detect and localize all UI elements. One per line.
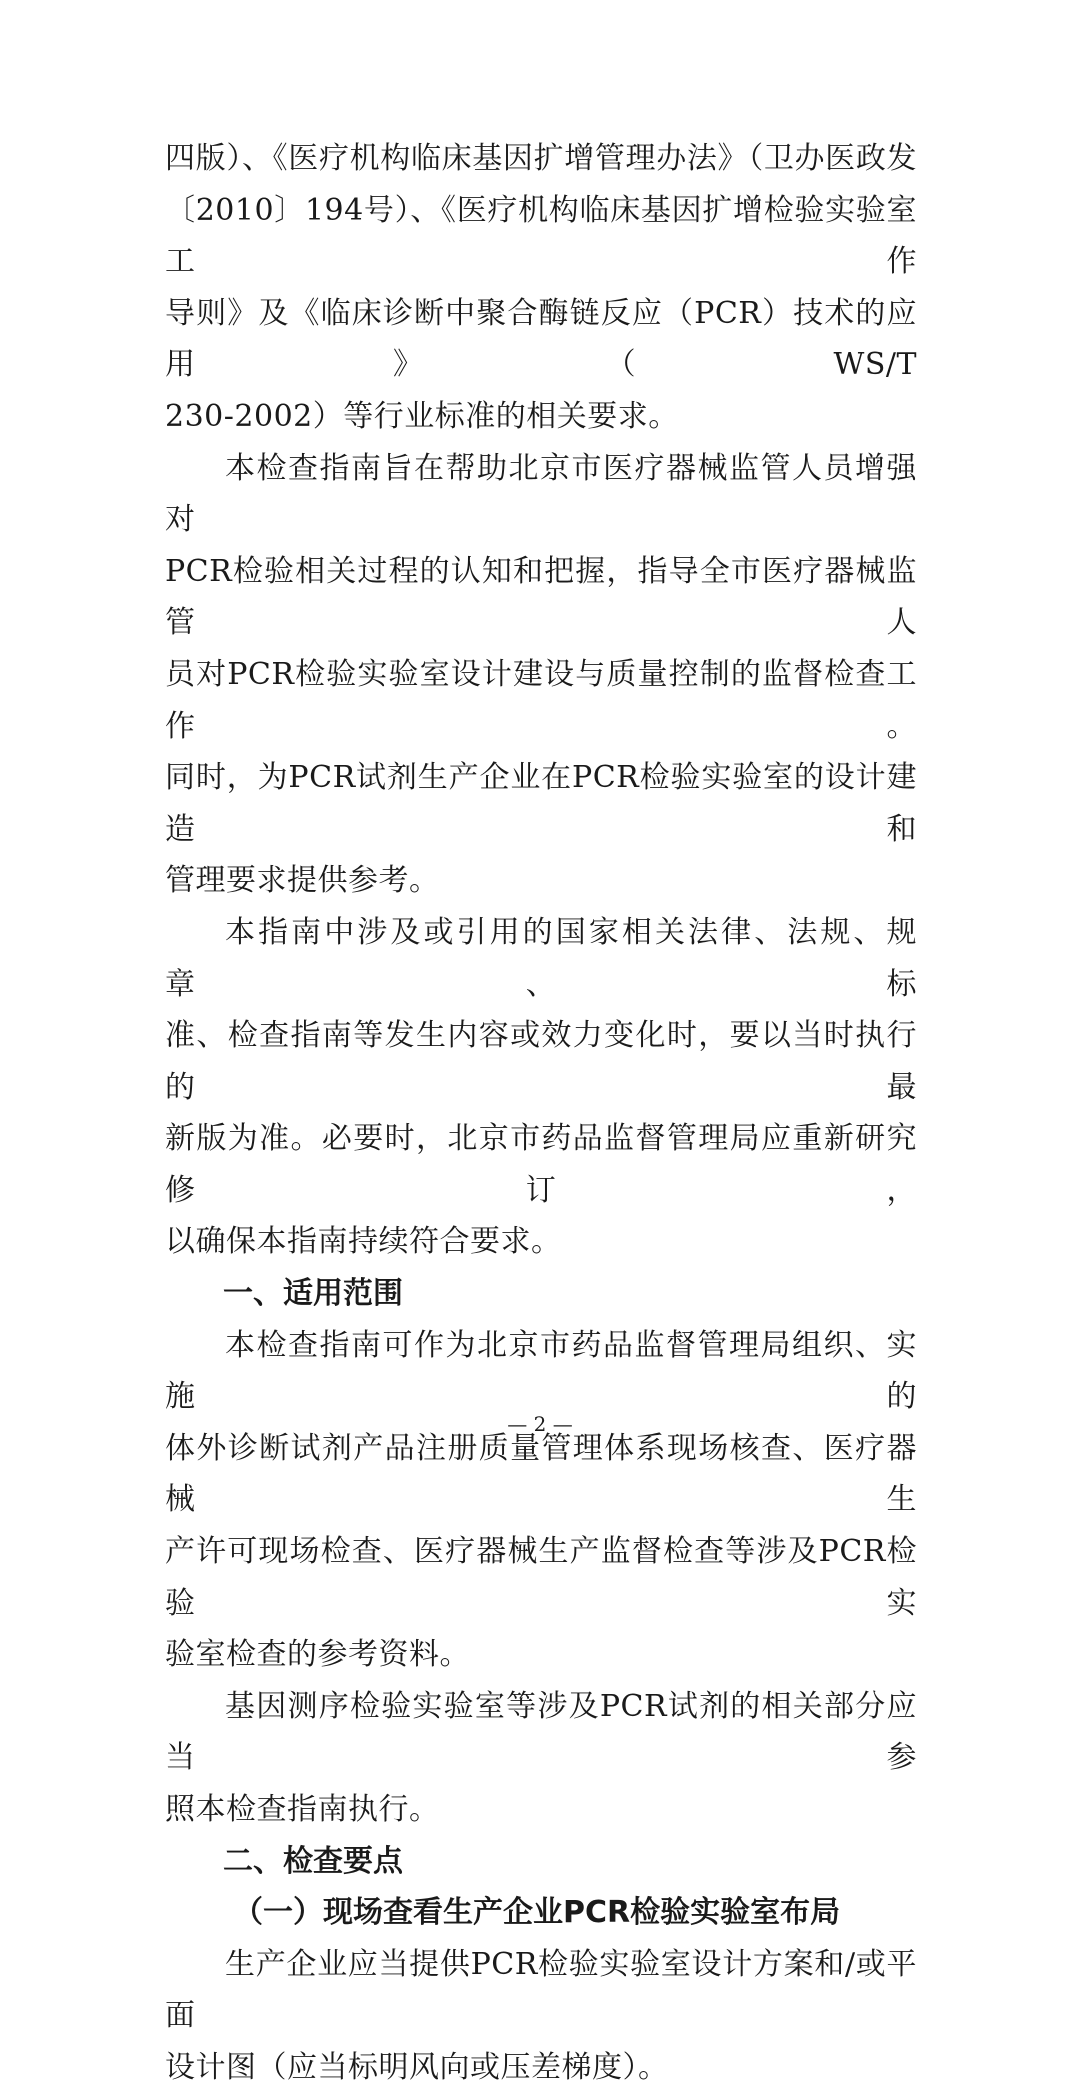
text-line: 〔2010〕194号）、《医疗机构临床基因扩增检验实验室工作 xyxy=(165,192,917,280)
text-line: 新版为准。必要时，北京市药品监督管理局应重新研究修订， xyxy=(165,1121,917,1208)
text-line: 以确保本指南持续符合要求。 xyxy=(165,1224,562,1260)
text-line: 同时，为PCR试剂生产企业在PCR检验实验室的设计建造和 xyxy=(165,760,917,847)
paragraph-scope xyxy=(165,1320,917,1681)
text-line: 管理要求提供参考。 xyxy=(165,863,440,899)
section-heading-inspection-points: 二、检查要点 xyxy=(223,1843,403,1879)
section-heading-scope: 一、适用范围 xyxy=(223,1276,403,1312)
paragraph-revision xyxy=(165,907,917,1268)
text-line: 本指南中涉及或引用的国家相关法律、法规、规章、标 xyxy=(165,914,917,1002)
text-line: 员对PCR检验实验室设计建设与质量控制的监督检查工作。 xyxy=(165,656,917,744)
text-line: 本检查指南旨在帮助北京市医疗器械监管人员增强对 xyxy=(165,450,917,538)
text-line: 基因测序检验实验室等涉及PCR试剂的相关部分应当参 xyxy=(165,1688,917,1776)
page-number: — 2 — xyxy=(507,1412,573,1436)
paragraph-sequencing xyxy=(165,1681,917,1836)
text-line: 照本检查指南执行。 xyxy=(165,1792,440,1827)
text-line: 验室检查的参考资料。 xyxy=(165,1637,470,1673)
paragraph-purpose xyxy=(165,443,917,907)
text-line: 体外诊断试剂产品注册质量管理体系现场核查、医疗器械生 xyxy=(165,1430,917,1518)
text-line: 设计图（应当标明风向或压差梯度）。 xyxy=(165,2049,669,2085)
text-line: 四版）、《医疗机构临床基因扩增管理办法》（卫办医政发 xyxy=(165,141,917,176)
paragraph-design-plan xyxy=(165,1939,917,2094)
text-line: 准、检查指南等发生内容或效力变化时，要以当时执行的最 xyxy=(165,1018,917,1105)
text-line: PCR检验相关过程的认知和把握，指导全市医疗器械监管人 xyxy=(165,553,917,641)
paragraph-standards-reference xyxy=(165,133,917,443)
document-page xyxy=(165,133,917,2094)
subsection-heading-layout: （一）现场查看生产企业PCR检验实验室布局 xyxy=(233,1895,841,1931)
text-line: 导则》及《临床诊断中聚合酶链反应（PCR）技术的应用》（WS/T xyxy=(165,295,917,383)
text-line: 本检查指南可作为北京市药品监督管理局组织、实施的 xyxy=(165,1327,917,1415)
text-line: 230-2002）等行业标准的相关要求。 xyxy=(165,398,679,434)
text-line: 生产企业应当提供PCR检验实验室设计方案和/或平面 xyxy=(165,1946,917,2034)
text-line: 产许可现场检查、医疗器械生产监督检查等涉及PCR检验实 xyxy=(165,1534,917,1621)
